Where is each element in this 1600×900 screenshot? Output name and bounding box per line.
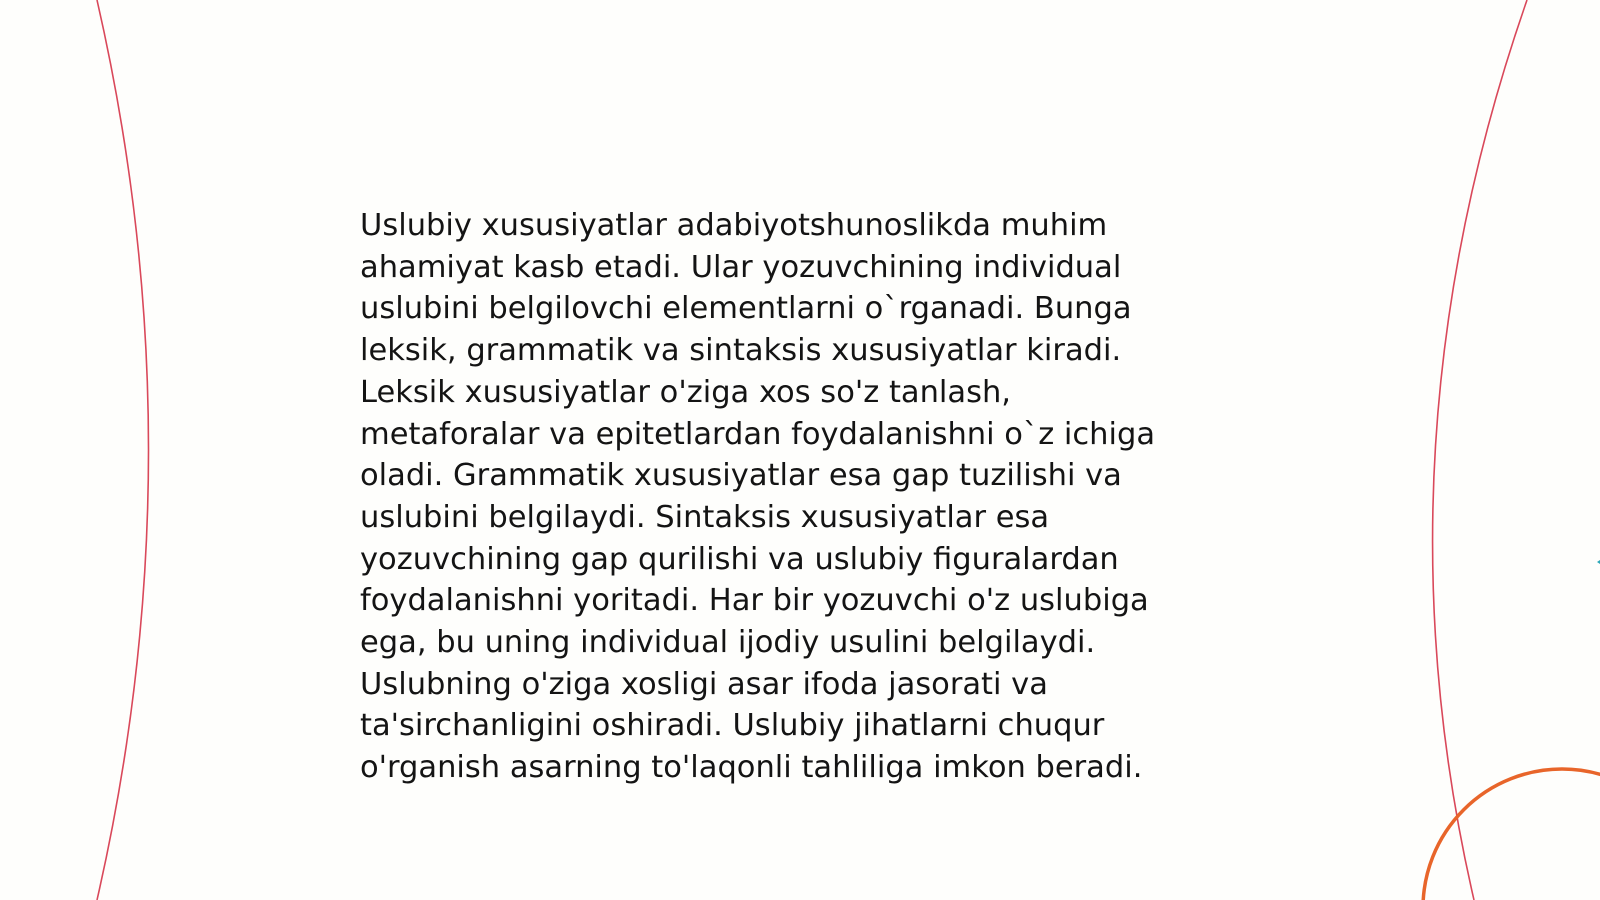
left-decorative-curve (97, 0, 149, 900)
slide-body-text: Uslubiy xususiyatlar adabiyotshunoslikda muhim ahamiyat kasb etadi. Ular yozuvchining individual uslubini belgilovchi elementlarni o`rganadi. Bunga leksik, grammatik va sintaksis xususiyatlar kiradi. Leksik xususiyatlar o'ziga xos so'z tanlash, metaforalar va epitetlardan foydalanishni o`z ichiga oladi. Grammatik xususiyatlar esa gap tuzilishi va uslubini belgilaydi. Sintaksis xususiyatlar esa yozuvchining gap qurilishi va uslubiy figuralardan foydalanishni yoritadi. Har bir yozuvchi o'z uslubiga ega, bu uning individual ijodiy usulini belgilaydi. Uslubning o'ziga xosligi asar ifoda jasorati va ta'sirchanligini oshiradi. Uslubiy jihatlarni chuqur o'rganish asarning to'laqonli tahliliga imkon beradi. (360, 208, 1156, 786)
orange-decorative-arc (1423, 769, 1600, 900)
right-decorative-curve (1433, 0, 1527, 900)
